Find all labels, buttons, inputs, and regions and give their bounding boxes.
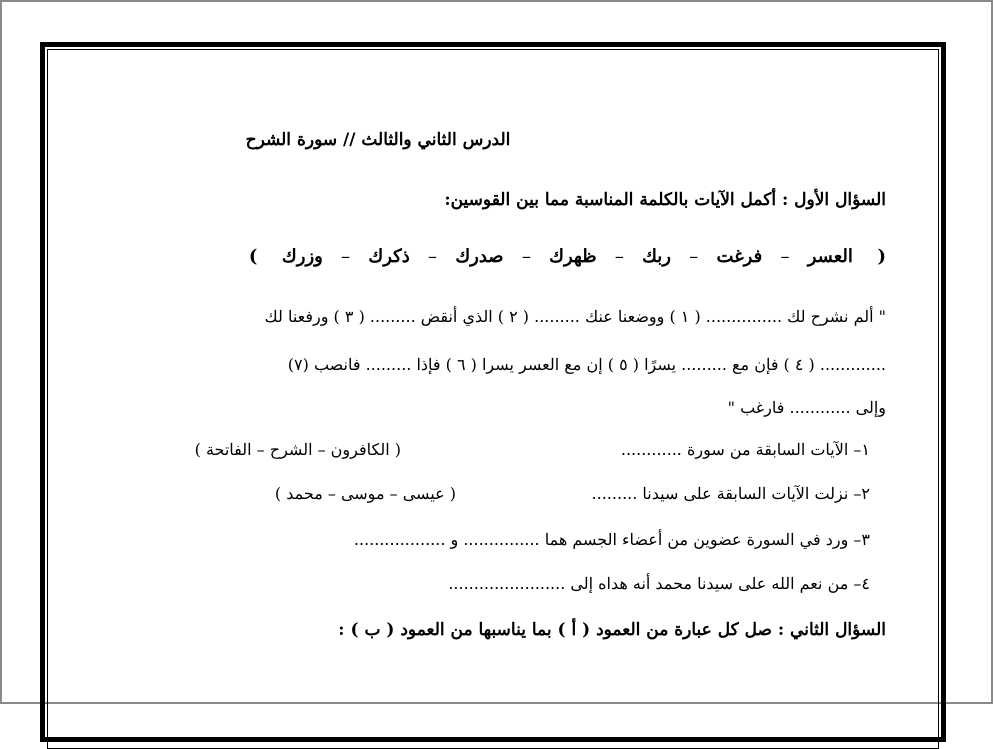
worksheet-content (70, 0, 886, 659)
item-2-label: ٢– نزلت الآيات السابقة على سيدنا ......... (591, 484, 870, 503)
item-3-text (70, 530, 886, 549)
item-1-label: ١– الآيات السابقة من سورة ............ (620, 440, 870, 459)
choice-separator: – (428, 246, 438, 267)
verse-line: وإلى ............ فارغب " (727, 398, 886, 417)
item-4-text (70, 574, 886, 593)
choice-separator: – (614, 246, 624, 267)
verse-line: ............. ( ٤ ) فإن مع ......... يسرًا ( ٥ ) إن مع العسر يسرا ( ٦ ) فإذا ......... فانصب (٧) (287, 355, 886, 374)
choice-word: ظهرك (549, 246, 597, 267)
choices-close-paren: ) (248, 246, 258, 267)
question1-heading: السؤال الأول : أكمل الآيات بالكلمة المناسبة مما بين القوسين: (444, 190, 886, 210)
item-1-options: ( الكافرون – الشرح – الفاتحة ) (194, 440, 401, 459)
question2-heading: السؤال الثاني : صل كل عبارة من العمود ( أ ) بما يناسبها من العمود ( ب ) : (338, 620, 886, 640)
verse-line: " ألم نشرح لك ............... ( ١ ) ووضعنا عنك ......... ( ٢ ) الذي أنقض ......... ( ٣ ) ورفعنا لك (264, 307, 886, 326)
item-1-text (70, 440, 886, 459)
choice-separator: – (341, 246, 351, 267)
item-2-text (70, 484, 886, 503)
choice-word: فرغت (716, 246, 763, 267)
choice-separator: – (780, 246, 790, 267)
choice-word: ذكرك (368, 246, 410, 267)
choice-word: وزرك (281, 246, 323, 267)
item-2-options: ( عيسى – موسى – محمد ) (274, 484, 456, 503)
item-3-label: ٣– ورد في السورة عضوين من أعضاء الجسم هما ............... و .................. (353, 530, 870, 549)
choice-separator: – (689, 246, 699, 267)
choice-word: ربك (642, 246, 671, 267)
choices-open-paren: ( (877, 246, 886, 267)
lesson-title: الدرس الثاني والثالث // سورة الشرح (245, 130, 511, 150)
choice-word: العسر (807, 246, 853, 267)
item-4-label: ٤– من نعم الله على سيدنا محمد أنه هداه إلى ....................... (448, 574, 870, 593)
word-choices (70, 246, 886, 267)
choice-word: صدرك (455, 246, 504, 267)
choice-separator: – (521, 246, 531, 267)
